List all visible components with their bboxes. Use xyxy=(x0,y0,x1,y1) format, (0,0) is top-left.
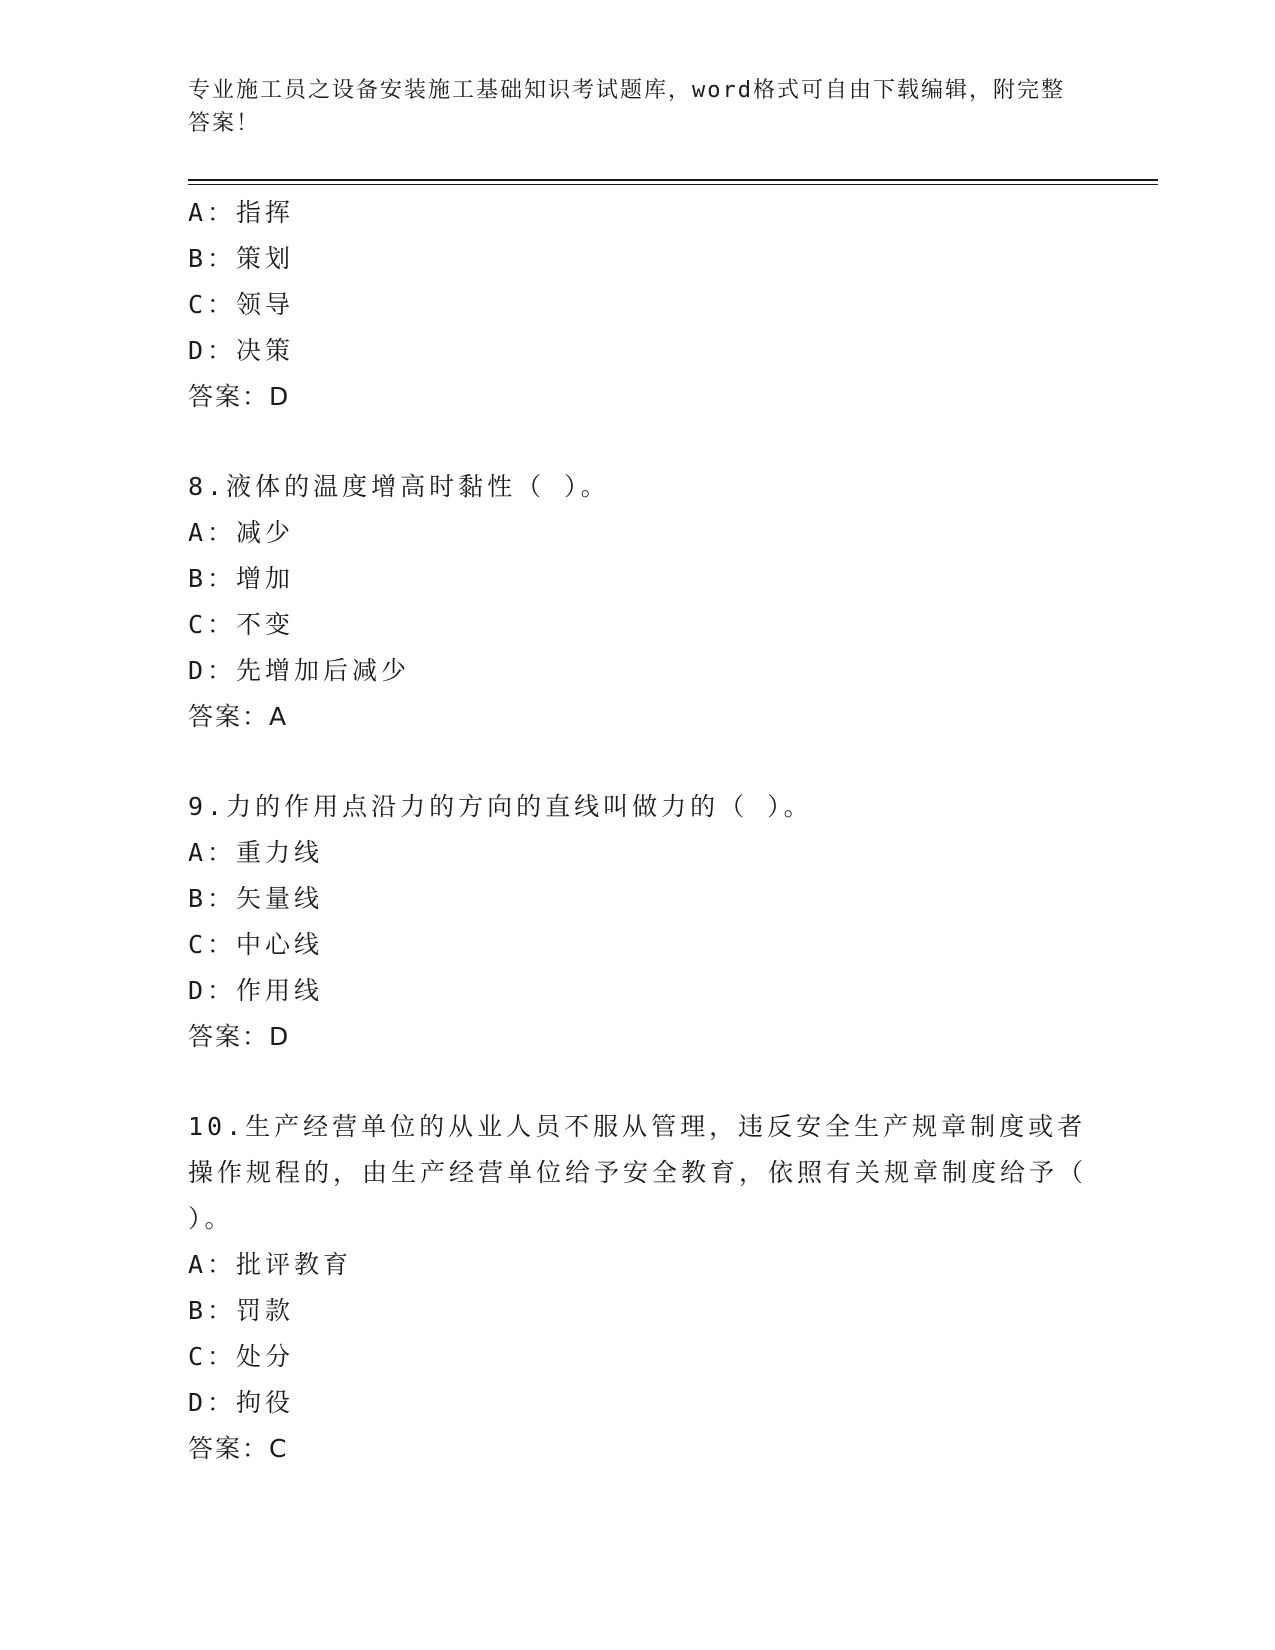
option-b: B：罚款 xyxy=(188,1296,295,1325)
option-d: D：决策 xyxy=(188,336,295,365)
header-divider-thin xyxy=(188,184,1158,185)
question-text: 8.液体的温度增高时黏性（ ）。 xyxy=(188,472,610,501)
document-header: 专业施工员之设备安装施工基础知识考试题库，word格式可自由下载编辑，附完整答案！ xyxy=(188,78,1065,136)
question-text: 9.力的作用点沿力的方向的直线叫做力的（ ）。 xyxy=(188,792,813,821)
question-9 xyxy=(188,784,1088,1060)
option-b: B：矢量线 xyxy=(188,884,324,913)
question-7-continued xyxy=(188,190,1088,420)
option-a: A：批评教育 xyxy=(188,1250,353,1279)
header-divider-thick xyxy=(188,179,1158,181)
answer: 答案：C xyxy=(188,1434,289,1463)
option-a: A：减少 xyxy=(188,518,295,547)
option-a: A：重力线 xyxy=(188,838,324,867)
question-text: 10.生产经营单位的从业人员不服从管理，违反安全生产规章制度或者操作规程的，由生产经营单位给予安全教育，依照有关规章制度给予（ ）。 xyxy=(188,1112,1088,1233)
option-d: D：拘役 xyxy=(188,1388,295,1417)
option-a: A：指挥 xyxy=(188,198,295,227)
answer: 答案：A xyxy=(188,702,289,731)
question-8 xyxy=(188,464,1088,740)
option-c: C：中心线 xyxy=(188,930,324,959)
option-d: D：作用线 xyxy=(188,976,324,1005)
option-b: B：策划 xyxy=(188,244,295,273)
option-d: D：先增加后减少 xyxy=(188,656,411,685)
answer: 答案：D xyxy=(188,382,291,411)
question-list xyxy=(188,190,1088,1472)
option-b: B：增加 xyxy=(188,564,295,593)
option-c: C：不变 xyxy=(188,610,295,639)
question-10 xyxy=(188,1104,1088,1472)
answer: 答案：D xyxy=(188,1022,291,1051)
option-c: C：领导 xyxy=(188,290,295,319)
option-c: C：处分 xyxy=(188,1342,295,1371)
